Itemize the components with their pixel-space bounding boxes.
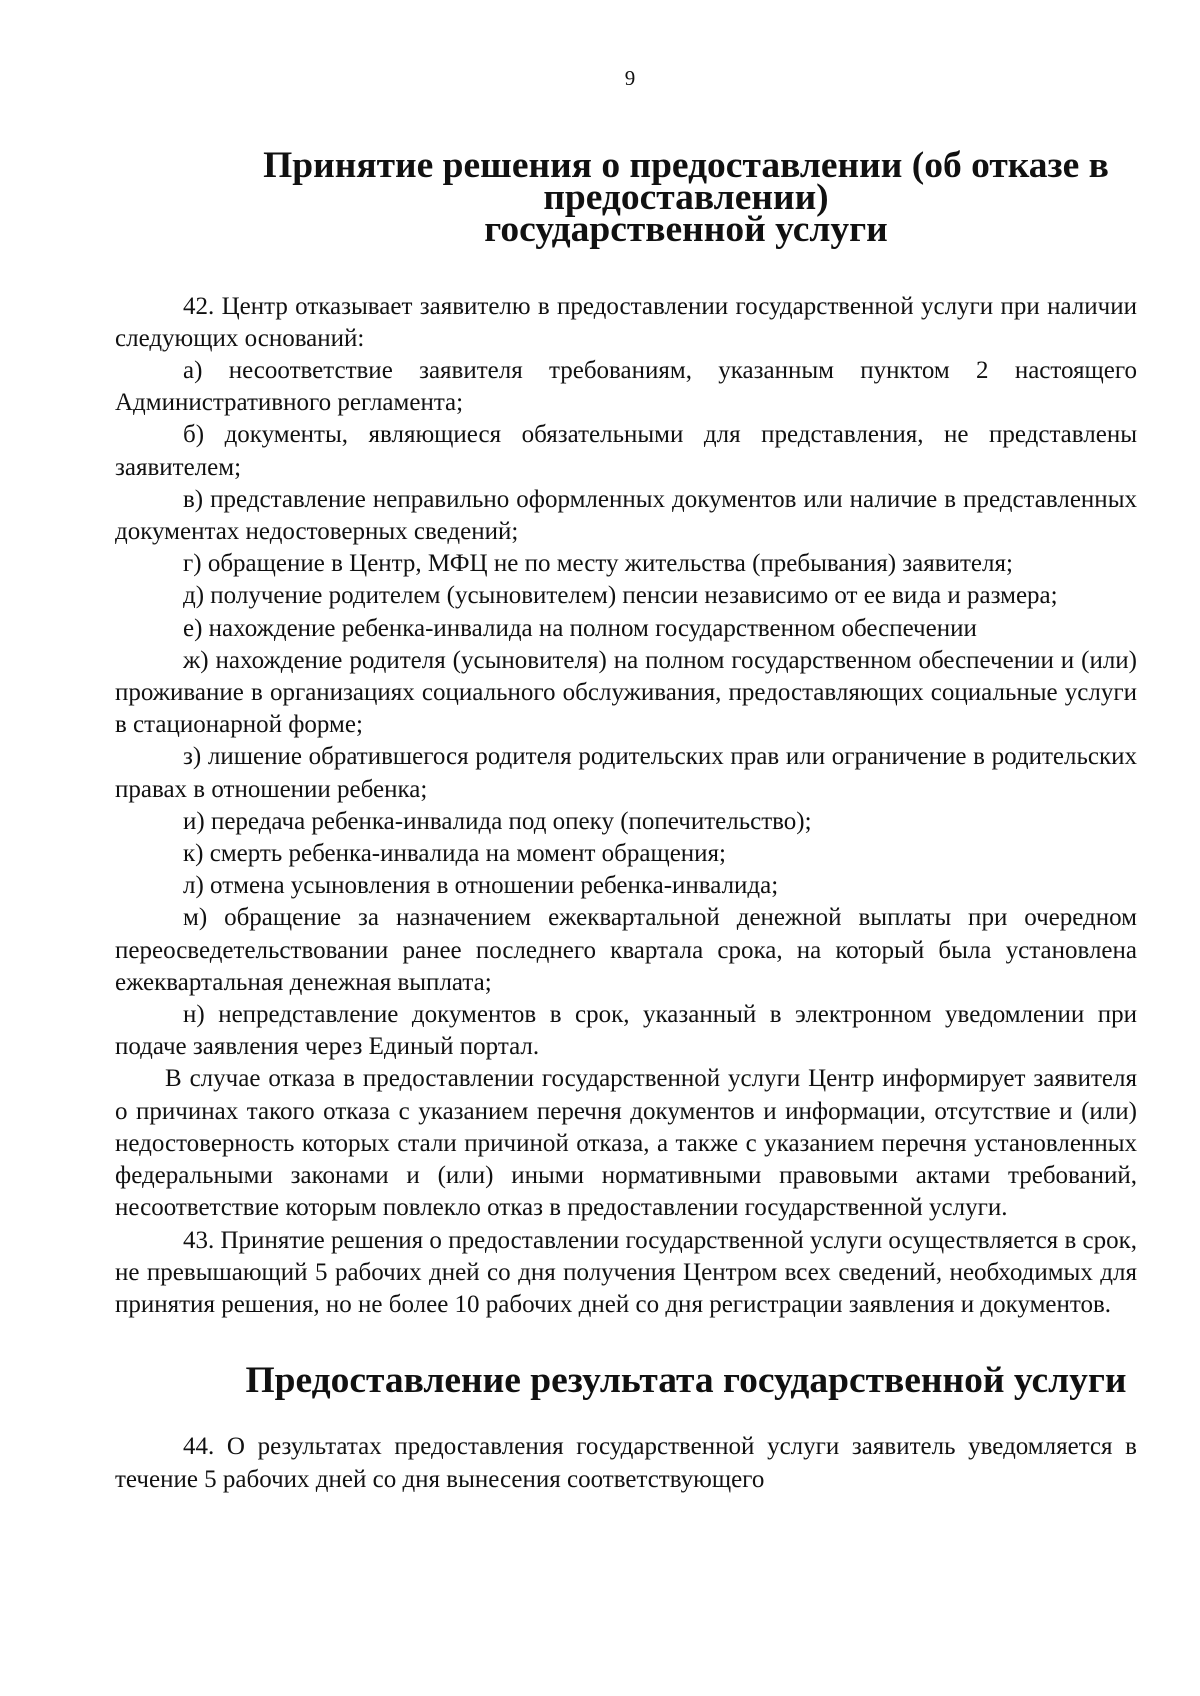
list-item: и) передача ребенка-инвалида под опеку (попечительство); [183,807,812,835]
paragraph-44: 44. О результатах предоставления государственной услуги заявитель уведомляется в течение 5 рабочих дней со дня вынесения соответствующего [115,1433,1137,1493]
list-item: к) смерть ребенка-инвалида на момент обращения; [183,840,727,868]
list-item: б) документы, являющиеся обязательными для представления, не представлены заявителем; [115,421,1137,481]
list-item: л) отмена усыновления в отношении ребенка-инвалида; [183,872,779,900]
paragraph-42-intro: 42. Центр отказывает заявителю в предоставлении государственной услуги при наличии следующих оснований: [115,292,1137,352]
section-heading-line-1: Принятие решения о предоставлении (об отказе в предоставлении) [263,145,1109,219]
list-item: д) получение родителем (усыновителем) пенсии независимо от ее вида и размера; [183,582,1058,610]
paragraph-refusal-notice: В случае отказа в предоставлении государственной услуги Центр информирует заявителя о причинах такого отказа с указанием перечня документов и информации, отсутствие и (или) недостоверность которых стали причиной отказа, а также с указанием перечня установленных федеральными законами и (или) иными нормативными правовыми актами требований, несоответствие которым повлекло отказ в предоставлении государственной услуги. [115,1065,1137,1222]
list-item: н) непредставление документов в срок, указанный в электронном уведомлении при подаче заявления через Единый портал. [115,1001,1137,1061]
list-item: в) представление неправильно оформленных документов или наличие в представленных документах недостоверных сведений; [115,485,1137,546]
section-heading-result-text: Предоставление результата государственной услуги [245,1360,1127,1402]
spacer [115,247,1137,291]
section-heading-decision [115,145,1137,251]
list-item: м) обращение за назначением ежеквартальной денежной выплаты при очередном переосведетельствовании ранее последнего квартала срока, на который была установлена ежеквартальная денежная выплата; [115,904,1137,996]
list-item: г) обращение в Центр, МФЦ не по месту жительства (пребывания) заявителя; [183,550,1013,578]
list-item: ж) нахождение родителя (усыновителя) на полном государственном обеспечении и (или) проживание в организациях социального обслуживания, предоставляющих социальные услуги в стационарной форме; [115,646,1137,739]
spacer [115,1397,1137,1431]
document-body [115,145,1137,1496]
paragraph-43: 43. Принятие решения о предоставлении государственной услуги осуществляется в срок, не превышающий 5 рабочих дней со дня получения Центром всех сведений, необходимых для принятия решения, но не более 10 рабочих дней со дня регистрации заявления и документов. [115,1226,1137,1318]
spacer [115,1321,1137,1365]
section-heading-result [115,1360,1137,1402]
list-item: е) нахождение ребенка-инвалида на полном государственном обеспечении [183,614,977,642]
list-item: з) лишение обратившегося родителя родительских прав или ограничение в родительских правах в отношении ребенка; [115,743,1137,803]
section-heading-line-2: государственной услуги [484,209,888,251]
page-number: 9 [624,66,636,90]
list-item: а) несоответствие заявителя требованиям, указанным пунктом 2 настоящего Административного регламента; [115,357,1137,417]
